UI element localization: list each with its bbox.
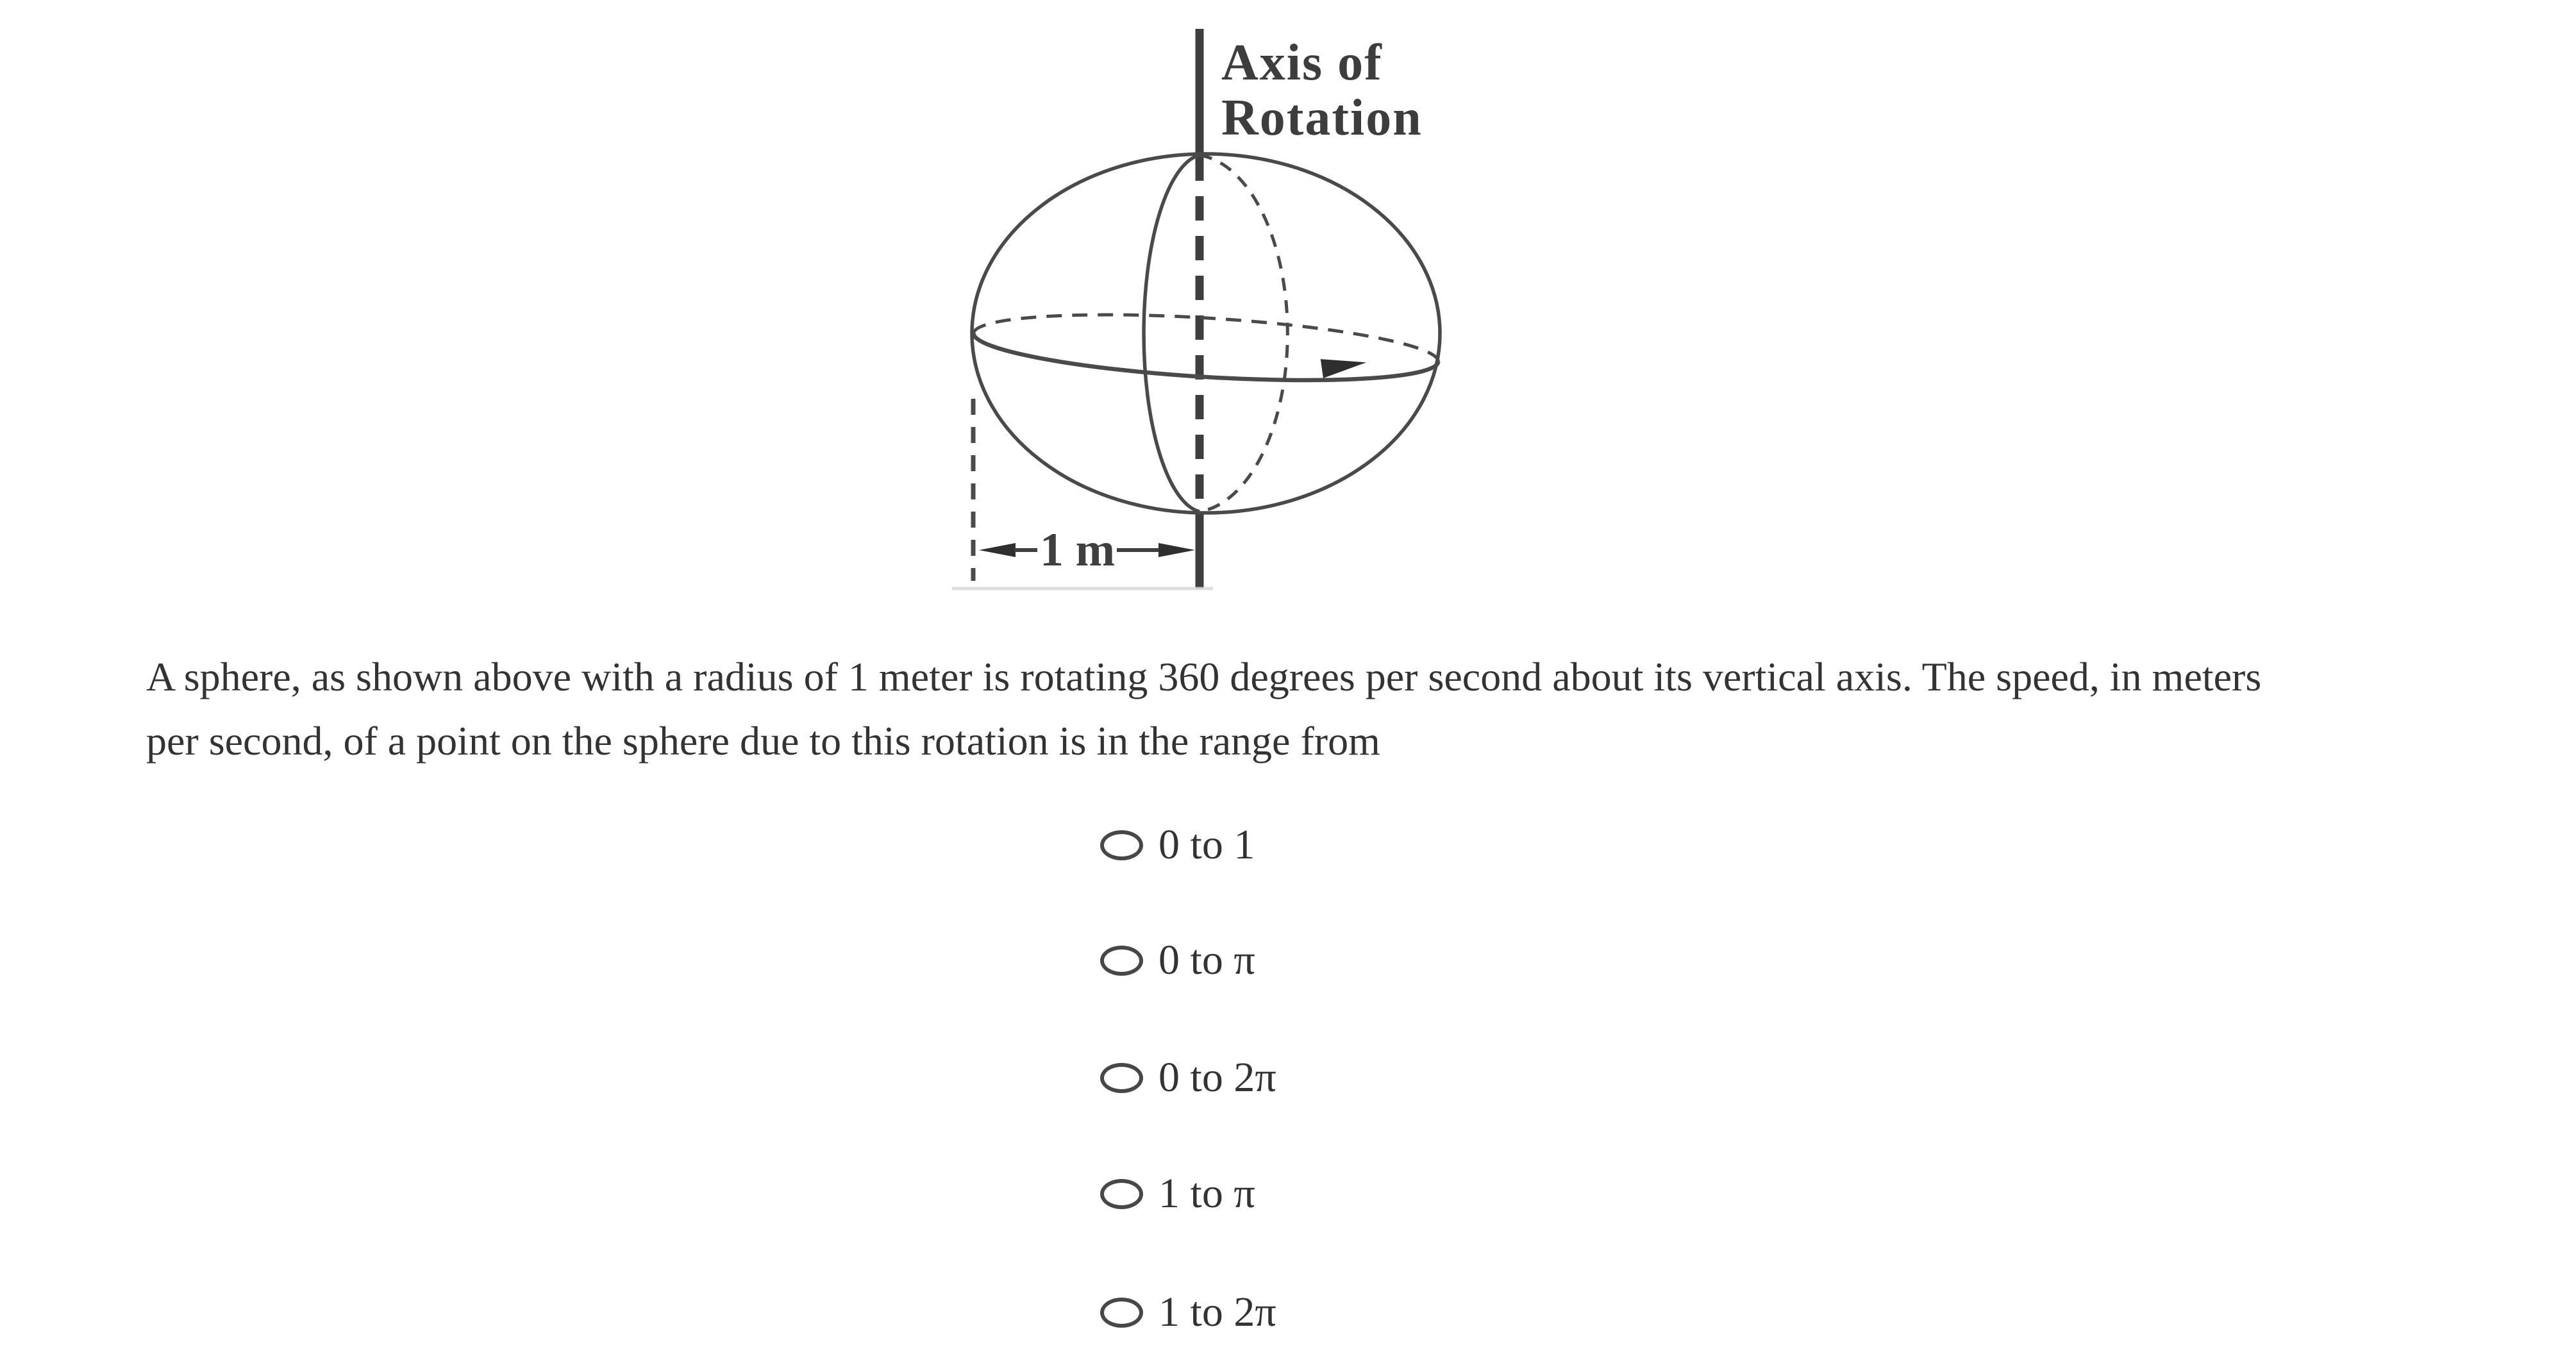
axis-of-rotation-label — [1221, 35, 1423, 146]
rotation-direction-arrow-icon — [1321, 353, 1367, 378]
dimension-label: 1 m — [1040, 524, 1116, 576]
equator-front-arc — [972, 333, 1438, 391]
option-label-2: 0 to π — [1158, 937, 1255, 983]
question-text — [146, 645, 2261, 773]
answer-option-4[interactable] — [1100, 1170, 1255, 1217]
answer-option-1[interactable] — [1100, 821, 1255, 868]
question-text-line-1: A sphere, as shown above with a radius of 1 meter is rotating 360 degrees per second about its vertical axis. The speed, in meters — [146, 654, 2262, 699]
meridian-back-arc — [1200, 155, 1287, 512]
meridian-front-arc — [1144, 155, 1200, 512]
radio-button-option-4[interactable] — [1100, 1179, 1143, 1209]
axis-label-line-1: Axis of — [1221, 35, 1383, 91]
option-label-5: 1 to 2π — [1158, 1289, 1276, 1335]
option-label-3: 0 to 2π — [1158, 1054, 1276, 1101]
radio-button-option-1[interactable] — [1100, 830, 1143, 860]
question-text-line-2: per second, of a point on the sphere due to this rotation is in the range from — [146, 718, 1380, 764]
answer-option-5[interactable] — [1100, 1291, 1276, 1333]
radio-button-option-5[interactable] — [1100, 1298, 1143, 1328]
dimension-left-arrow-icon — [979, 543, 1016, 557]
option-label-4: 1 to π — [1158, 1170, 1255, 1217]
answer-option-3[interactable] — [1100, 1054, 1276, 1101]
radio-button-option-3[interactable] — [1100, 1063, 1143, 1093]
sphere-outline — [972, 154, 1440, 513]
equator-back-arc — [974, 304, 1440, 362]
axis-label-line-2: Rotation — [1221, 90, 1423, 146]
answer-option-2[interactable] — [1100, 939, 1255, 982]
radio-button-option-2[interactable] — [1100, 946, 1143, 976]
option-label-1: 0 to 1 — [1158, 821, 1255, 868]
dimension-right-arrow-icon — [1158, 543, 1195, 557]
